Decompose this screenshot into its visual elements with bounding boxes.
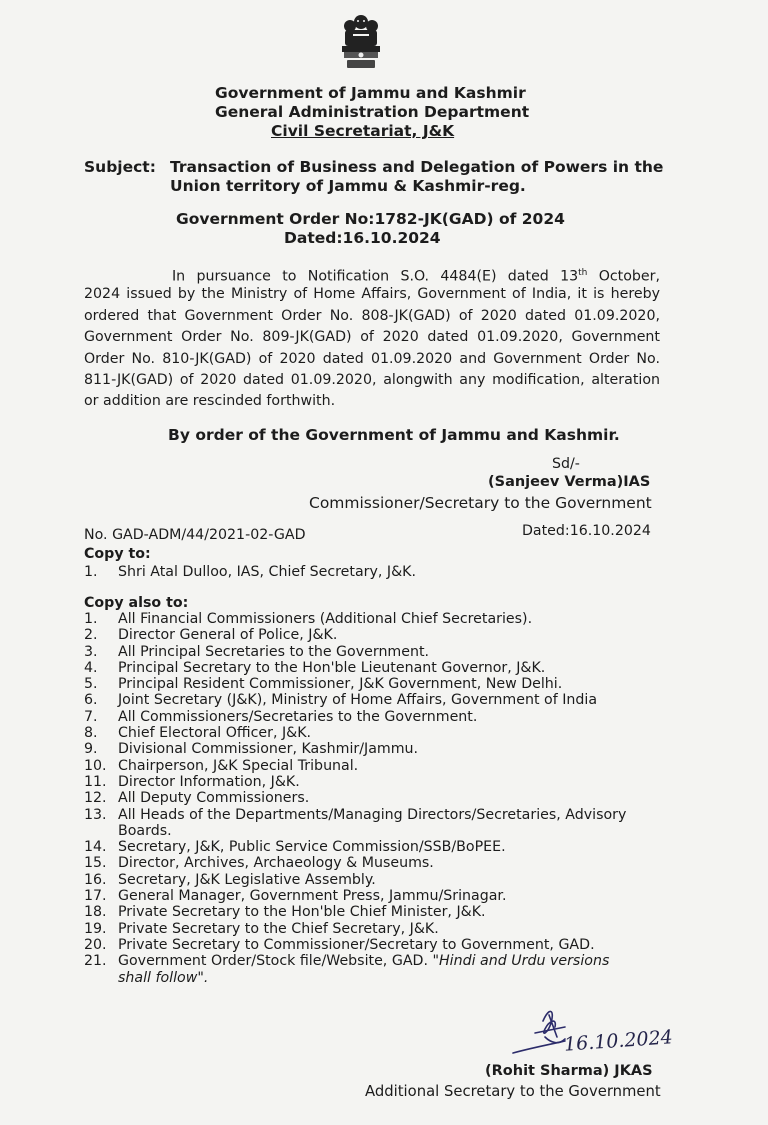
by-order-line: By order of the Government of Jammu and Kashmir. [168, 426, 620, 444]
list-item-number: 10. [84, 757, 107, 774]
header-secretariat: Civil Secretariat, J&K [271, 122, 455, 140]
list-item-number: 15. [84, 855, 107, 872]
list-item-text-line-1: All Heads of the Departments/Managing Directors/Secretaries, Advisory [118, 806, 627, 823]
list-item-text-line-2: Boards. [118, 822, 172, 839]
list-item-text-italic-2: shall follow". [118, 969, 209, 986]
list-item-number: 1. [84, 611, 98, 627]
list-item-text: Principal Resident Commissioner, J&K Government, New Delhi. [118, 676, 563, 693]
list-item-text: Joint Secretary (J&K), Ministry of Home Affairs, Government of India [118, 692, 598, 709]
list-item-number: 19. [84, 920, 107, 937]
order-date: Dated:16.10.2024 [284, 229, 441, 247]
list-item [84, 758, 668, 774]
list-item-number: 18. [84, 904, 107, 921]
list-item-text: All Commissioners/Secretaries to the Government. [118, 708, 478, 725]
list-item [84, 937, 668, 953]
list-item-text: Director Information, J&K. [118, 773, 300, 790]
list-item-number: 9. [84, 741, 98, 758]
list-item-number: 11. [84, 773, 107, 790]
subject-line-1: Transaction of Business and Delegation of Powers in the [170, 158, 664, 176]
list-item [84, 904, 668, 920]
signatory-1-designation: Commissioner/Secretary to the Government [309, 494, 652, 512]
list-item-number: 1. [84, 564, 98, 580]
list-item-number: 5. [84, 676, 98, 693]
list-item-text [118, 953, 668, 986]
order-number: Government Order No:1782-JK(GAD) of 2024 [176, 210, 565, 228]
list-item-text: All Deputy Commissioners. [118, 790, 310, 807]
list-item-number: 21. [84, 953, 107, 970]
list-item-text-main: Government Order/Stock file/Website, GAD. [118, 953, 433, 970]
list-item-number: 16. [84, 871, 107, 888]
list-item-text [118, 807, 668, 840]
body-line-2: 2024 issued by the Ministry of Home Affairs, Government of India, it is hereby [84, 286, 660, 303]
list-item-text: Divisional Commissioner, Kashmir/Jammu. [118, 741, 419, 758]
sd-mark: Sd/- [552, 456, 580, 472]
list-item-number: 8. [84, 725, 98, 742]
subject-line-2: Union territory of Jammu & Kashmir-reg. [170, 177, 526, 195]
reference-date: Dated:16.10.2024 [522, 523, 651, 539]
list-item-text: Private Secretary to the Chief Secretary, J&K. [118, 920, 439, 937]
list-item-text: Chief Electoral Officer, J&K. [118, 725, 312, 742]
reference-number: No. GAD-ADM/44/2021-02-GAD [84, 527, 306, 543]
copy-also-to-heading: Copy also to: [84, 595, 189, 611]
signatory-2-designation: Additional Secretary to the Government [365, 1083, 661, 1100]
list-item [84, 774, 668, 790]
list-item [84, 855, 668, 871]
list-item [84, 611, 668, 627]
signatory-2-name: (Rohit Sharma) JKAS [485, 1063, 653, 1079]
subject-label: Subject: [84, 158, 156, 176]
list-item-number: 6. [84, 692, 98, 709]
list-item [84, 692, 668, 708]
list-item-text: Principal Secretary to the Hon'ble Lieutenant Governor, J&K. [118, 659, 546, 676]
list-item [84, 872, 668, 888]
handwritten-date: 16.10.2024 [563, 1026, 674, 1056]
list-item [84, 790, 668, 806]
list-item-text: Secretary, J&K, Public Service Commission/SSB/BoPEE. [118, 839, 506, 856]
list-item-text: Secretary, J&K Legislative Assembly. [118, 871, 376, 888]
list-item-number: 12. [84, 790, 107, 807]
list-item-text: All Financial Commissioners (Additional Chief Secretaries). [118, 611, 533, 627]
national-emblem-icon [333, 12, 389, 74]
list-item [84, 839, 668, 855]
list-item-text: Chairperson, J&K Special Tribunal. [118, 757, 359, 774]
list-item [84, 676, 668, 692]
list-item-text: Private Secretary to the Hon'ble Chief Minister, J&K. [118, 904, 486, 921]
list-item-number: 2. [84, 627, 98, 644]
list-item-text: General Manager, Government Press, Jammu/Srinagar. [118, 888, 507, 905]
list-item-text: Director, Archives, Archaeology & Museums. [118, 855, 434, 872]
list-item-text: Shri Atal Dulloo, IAS, Chief Secretary, J&K. [118, 564, 416, 580]
list-item [84, 644, 668, 660]
list-item-number: 4. [84, 659, 98, 676]
copy-also-to-list [84, 611, 668, 986]
list-item-number: 20. [84, 936, 107, 953]
copy-to-heading: Copy to: [84, 546, 151, 562]
body-line-6: 811-JK(GAD) of 2020 dated 01.09.2020, alongwith any modification, alteration [84, 371, 660, 388]
list-item [84, 888, 668, 904]
body-line-1-sup: th [578, 268, 588, 278]
list-item-text: All Principal Secretaries to the Government. [118, 643, 430, 660]
list-item-text-italic: "Hindi and Urdu versions [432, 953, 610, 970]
list-item-number: 3. [84, 643, 98, 660]
order-body [84, 263, 660, 413]
signatory-1-name: (Sanjeev Verma)IAS [488, 474, 651, 490]
list-item-number: 14. [84, 839, 107, 856]
list-item-number: 17. [84, 888, 107, 905]
list-item [84, 564, 664, 580]
list-item [84, 807, 668, 840]
list-item [84, 953, 668, 986]
body-line-7: or addition are rescinded forthwith. [84, 393, 336, 410]
list-item-text: Director General of Police, J&K. [118, 627, 338, 644]
body-line-3: ordered that Government Order No. 808-JK(GAD) of 2020 dated 01.09.2020, [84, 307, 660, 324]
list-item [84, 660, 668, 676]
list-item [84, 709, 668, 725]
list-item [84, 725, 668, 741]
list-item [84, 921, 668, 937]
header-government: Government of Jammu and Kashmir [215, 84, 526, 102]
body-line-4: Government Order No. 809-JK(GAD) of 2020 dated 01.09.2020, Government [84, 329, 660, 346]
copy-to-list [84, 564, 664, 580]
list-item-text: Private Secretary to Commissioner/Secretary to Government, GAD. [118, 936, 595, 953]
list-item [84, 627, 668, 643]
body-line-5: Order No. 810-JK(GAD) of 2020 dated 01.09.2020 and Government Order No. [84, 350, 660, 367]
list-item-number: 13. [84, 806, 107, 823]
body-line-1a: In pursuance to Notification S.O. 4484(E) dated 13 [172, 268, 579, 285]
body-line-1b: October, [587, 268, 660, 285]
list-item-number: 7. [84, 708, 98, 725]
list-item [84, 741, 668, 757]
header-department: General Administration Department [215, 103, 530, 121]
